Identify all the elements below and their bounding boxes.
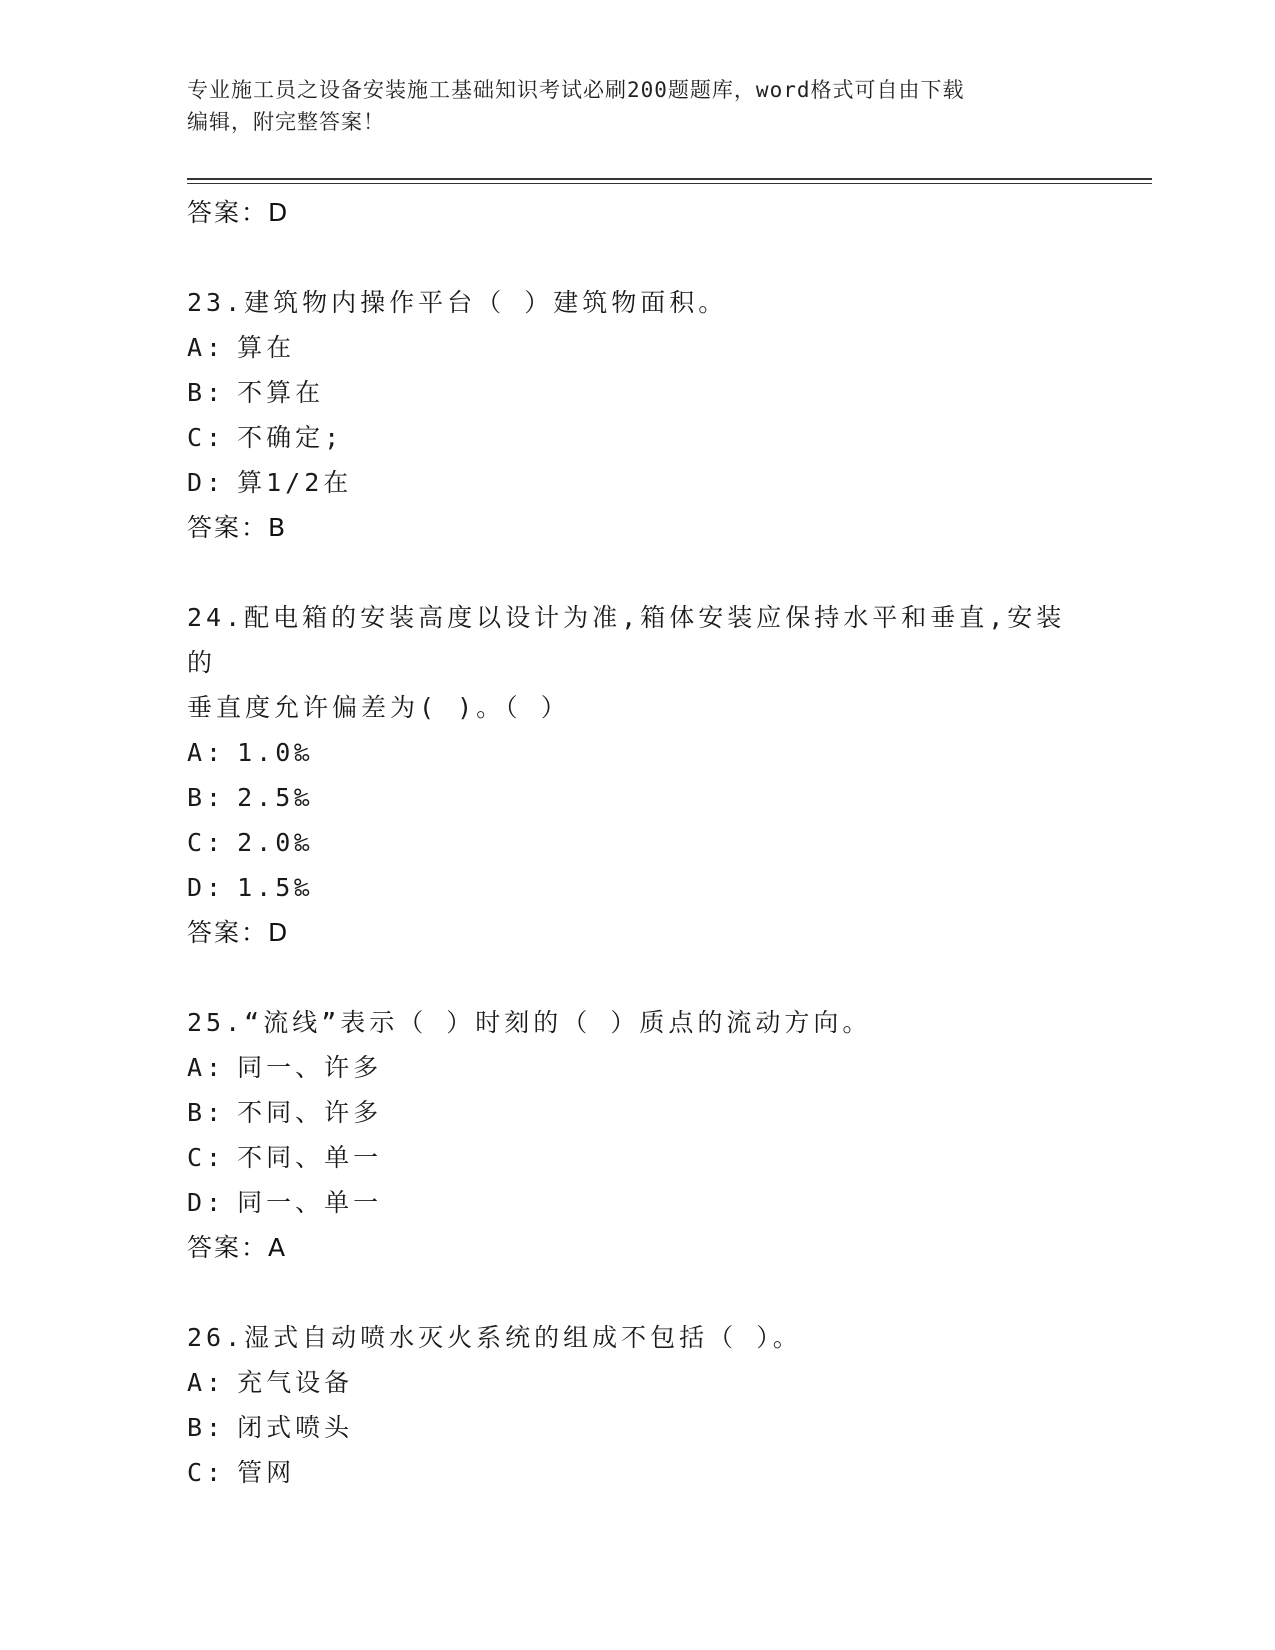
option-text: 同一、单一 — [237, 1188, 383, 1217]
question-stem: 26.湿式自动喷水灭火系统的组成不包括（ ）。 — [187, 1323, 802, 1352]
option-text: 1.5‰ — [237, 873, 314, 902]
question-stem: 25.“流线”表示（ ）时刻的（ ）质点的流动方向。 — [187, 1008, 872, 1037]
answer-option — [187, 1360, 1087, 1405]
question-answer: 答案：A — [187, 1233, 288, 1262]
questions-container — [187, 280, 1087, 1495]
option-text: 不同、单一 — [237, 1143, 383, 1172]
question-answer: 答案：D — [187, 918, 290, 947]
option-text: 1.0‰ — [237, 738, 314, 767]
option-key: A: — [187, 333, 226, 362]
answer-option — [187, 820, 1087, 865]
answer-option — [187, 730, 1087, 775]
answer-option — [187, 460, 1087, 505]
header-divider — [187, 178, 1152, 180]
header-title-line-1: 专业施工员之设备安装施工基础知识考试必刷200题题库，word格式可自由下载 — [187, 78, 965, 102]
answer-option — [187, 1180, 1087, 1225]
option-key: B: — [187, 783, 226, 812]
option-key: D: — [187, 468, 226, 497]
option-text: 2.0‰ — [237, 828, 314, 857]
question-block — [187, 595, 1087, 956]
option-key: D: — [187, 873, 226, 902]
option-key: A: — [187, 738, 226, 767]
option-key: A: — [187, 1053, 226, 1082]
option-text: 闭式喷头 — [237, 1413, 354, 1442]
question-stem: 垂直度允许偏差为( )。（ ） — [187, 693, 570, 722]
option-key: C: — [187, 1458, 226, 1487]
question-block — [187, 1000, 1087, 1271]
answer-option — [187, 1405, 1087, 1450]
answer-option — [187, 415, 1087, 460]
option-text: 不算在 — [237, 378, 325, 407]
option-key: B: — [187, 378, 226, 407]
answer-option — [187, 865, 1087, 910]
option-key: C: — [187, 828, 226, 857]
option-text: 管网 — [237, 1458, 296, 1487]
answer-option — [187, 1090, 1087, 1135]
header-title-line-2: 编辑，附完整答案！ — [187, 110, 385, 134]
option-key: C: — [187, 1143, 226, 1172]
option-key: D: — [187, 1188, 226, 1217]
header-divider-thin — [187, 183, 1152, 184]
option-text: 不同、许多 — [237, 1098, 383, 1127]
page-header — [187, 74, 1087, 138]
previous-answer: 答案：D — [187, 198, 290, 227]
answer-option — [187, 370, 1087, 415]
option-text: 2.5‰ — [237, 783, 314, 812]
option-text: 算1/2在 — [237, 468, 353, 497]
question-block — [187, 280, 1087, 551]
option-key: B: — [187, 1413, 226, 1442]
question-list — [187, 190, 1087, 1495]
option-key: C: — [187, 423, 226, 452]
answer-option — [187, 325, 1087, 370]
option-key: B: — [187, 1098, 226, 1127]
option-key: A: — [187, 1368, 226, 1397]
question-stem: 24.配电箱的安装高度以设计为准,箱体安装应保持水平和垂直,安装的 — [187, 603, 1066, 677]
option-text: 算在 — [237, 333, 296, 362]
question-stem: 23.建筑物内操作平台（ ）建筑物面积。 — [187, 288, 728, 317]
option-text: 同一、许多 — [237, 1053, 383, 1082]
option-text: 充气设备 — [237, 1368, 354, 1397]
option-text: 不确定; — [237, 423, 344, 452]
answer-option — [187, 1450, 1087, 1495]
answer-option — [187, 775, 1087, 820]
answer-option — [187, 1135, 1087, 1180]
answer-option — [187, 1045, 1087, 1090]
question-block — [187, 1315, 1087, 1495]
question-answer: 答案：B — [187, 513, 288, 542]
